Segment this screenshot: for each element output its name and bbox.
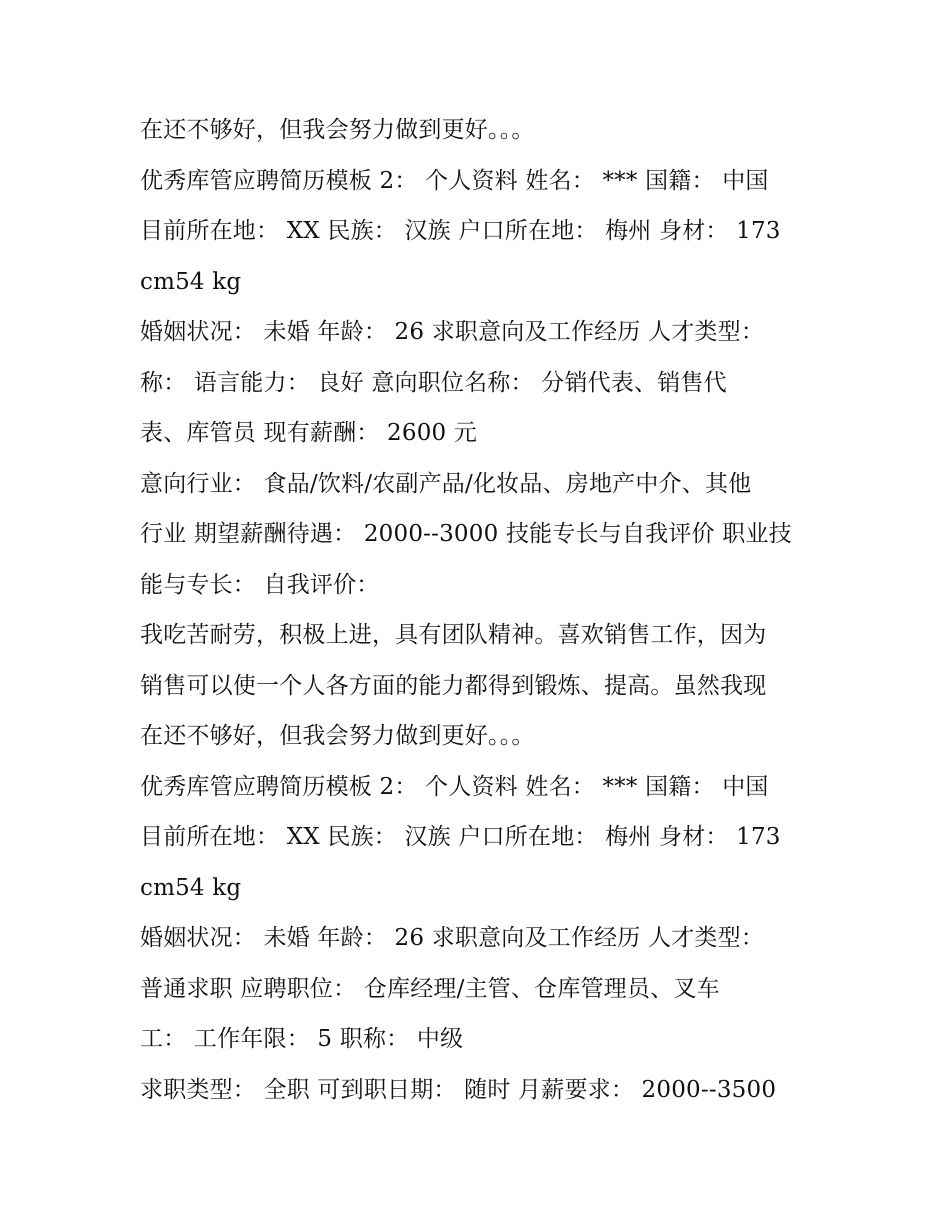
text-line: 意向行业： 食品/饮料/农副产品/化妆品、房地产中介、其他	[140, 470, 752, 497]
text-line: 表、库管员 现有薪酬： 2600 元	[140, 420, 478, 446]
text-line: 在还不够好，但我会努力做到更好。。。	[140, 117, 535, 143]
text-line: 称： 语言能力： 良好 意向职位名称： 分销代表、销售代	[140, 369, 727, 396]
text-line: 行业 期望薪酬待遇： 2000--3000 技能专长与自我评价 职业技	[140, 521, 792, 547]
text-line: 在还不够好，但我会努力做到更好。。。	[140, 723, 535, 749]
text-line: 优秀库管应聘简历模板 2： 个人资料 姓名： *** 国籍： 中国	[140, 773, 769, 800]
text-line: 能与专长： 自我评价：	[140, 571, 380, 598]
text-line: 销售可以使一个人各方面的能力都得到锻炼、提高。虽然我现	[140, 672, 767, 699]
text-line: 求职类型： 全职 可到职日期： 随时 月薪要求： 2000--3500	[140, 1076, 777, 1103]
text-line: cm54 kg	[140, 268, 242, 295]
text-line: 目前所在地： XX 民族： 汉族 户口所在地： 梅州 身材： 173	[140, 824, 781, 850]
text-line: cm54 kg	[140, 874, 242, 901]
text-line: 优秀库管应聘简历模板 2： 个人资料 姓名： *** 国籍： 中国	[140, 167, 769, 194]
text-line: 普通求职 应聘职位： 仓库经理/主管、仓库管理员、叉车	[140, 975, 720, 1002]
text-line: 婚姻状况： 未婚 年龄： 26 求职意向及工作经历 人才类型：	[140, 925, 765, 951]
text-line: 工： 工作年限： 5 职称： 中级	[140, 1026, 464, 1052]
text-line: 我吃苦耐劳，积极上进，具有团队精神。喜欢销售工作，因为	[140, 622, 767, 648]
document-body	[140, 105, 820, 1115]
text-line: 目前所在地： XX 民族： 汉族 户口所在地： 梅州 身材： 173	[140, 218, 781, 244]
text-line: 婚姻状况： 未婚 年龄： 26 求职意向及工作经历 人才类型：	[140, 319, 765, 345]
